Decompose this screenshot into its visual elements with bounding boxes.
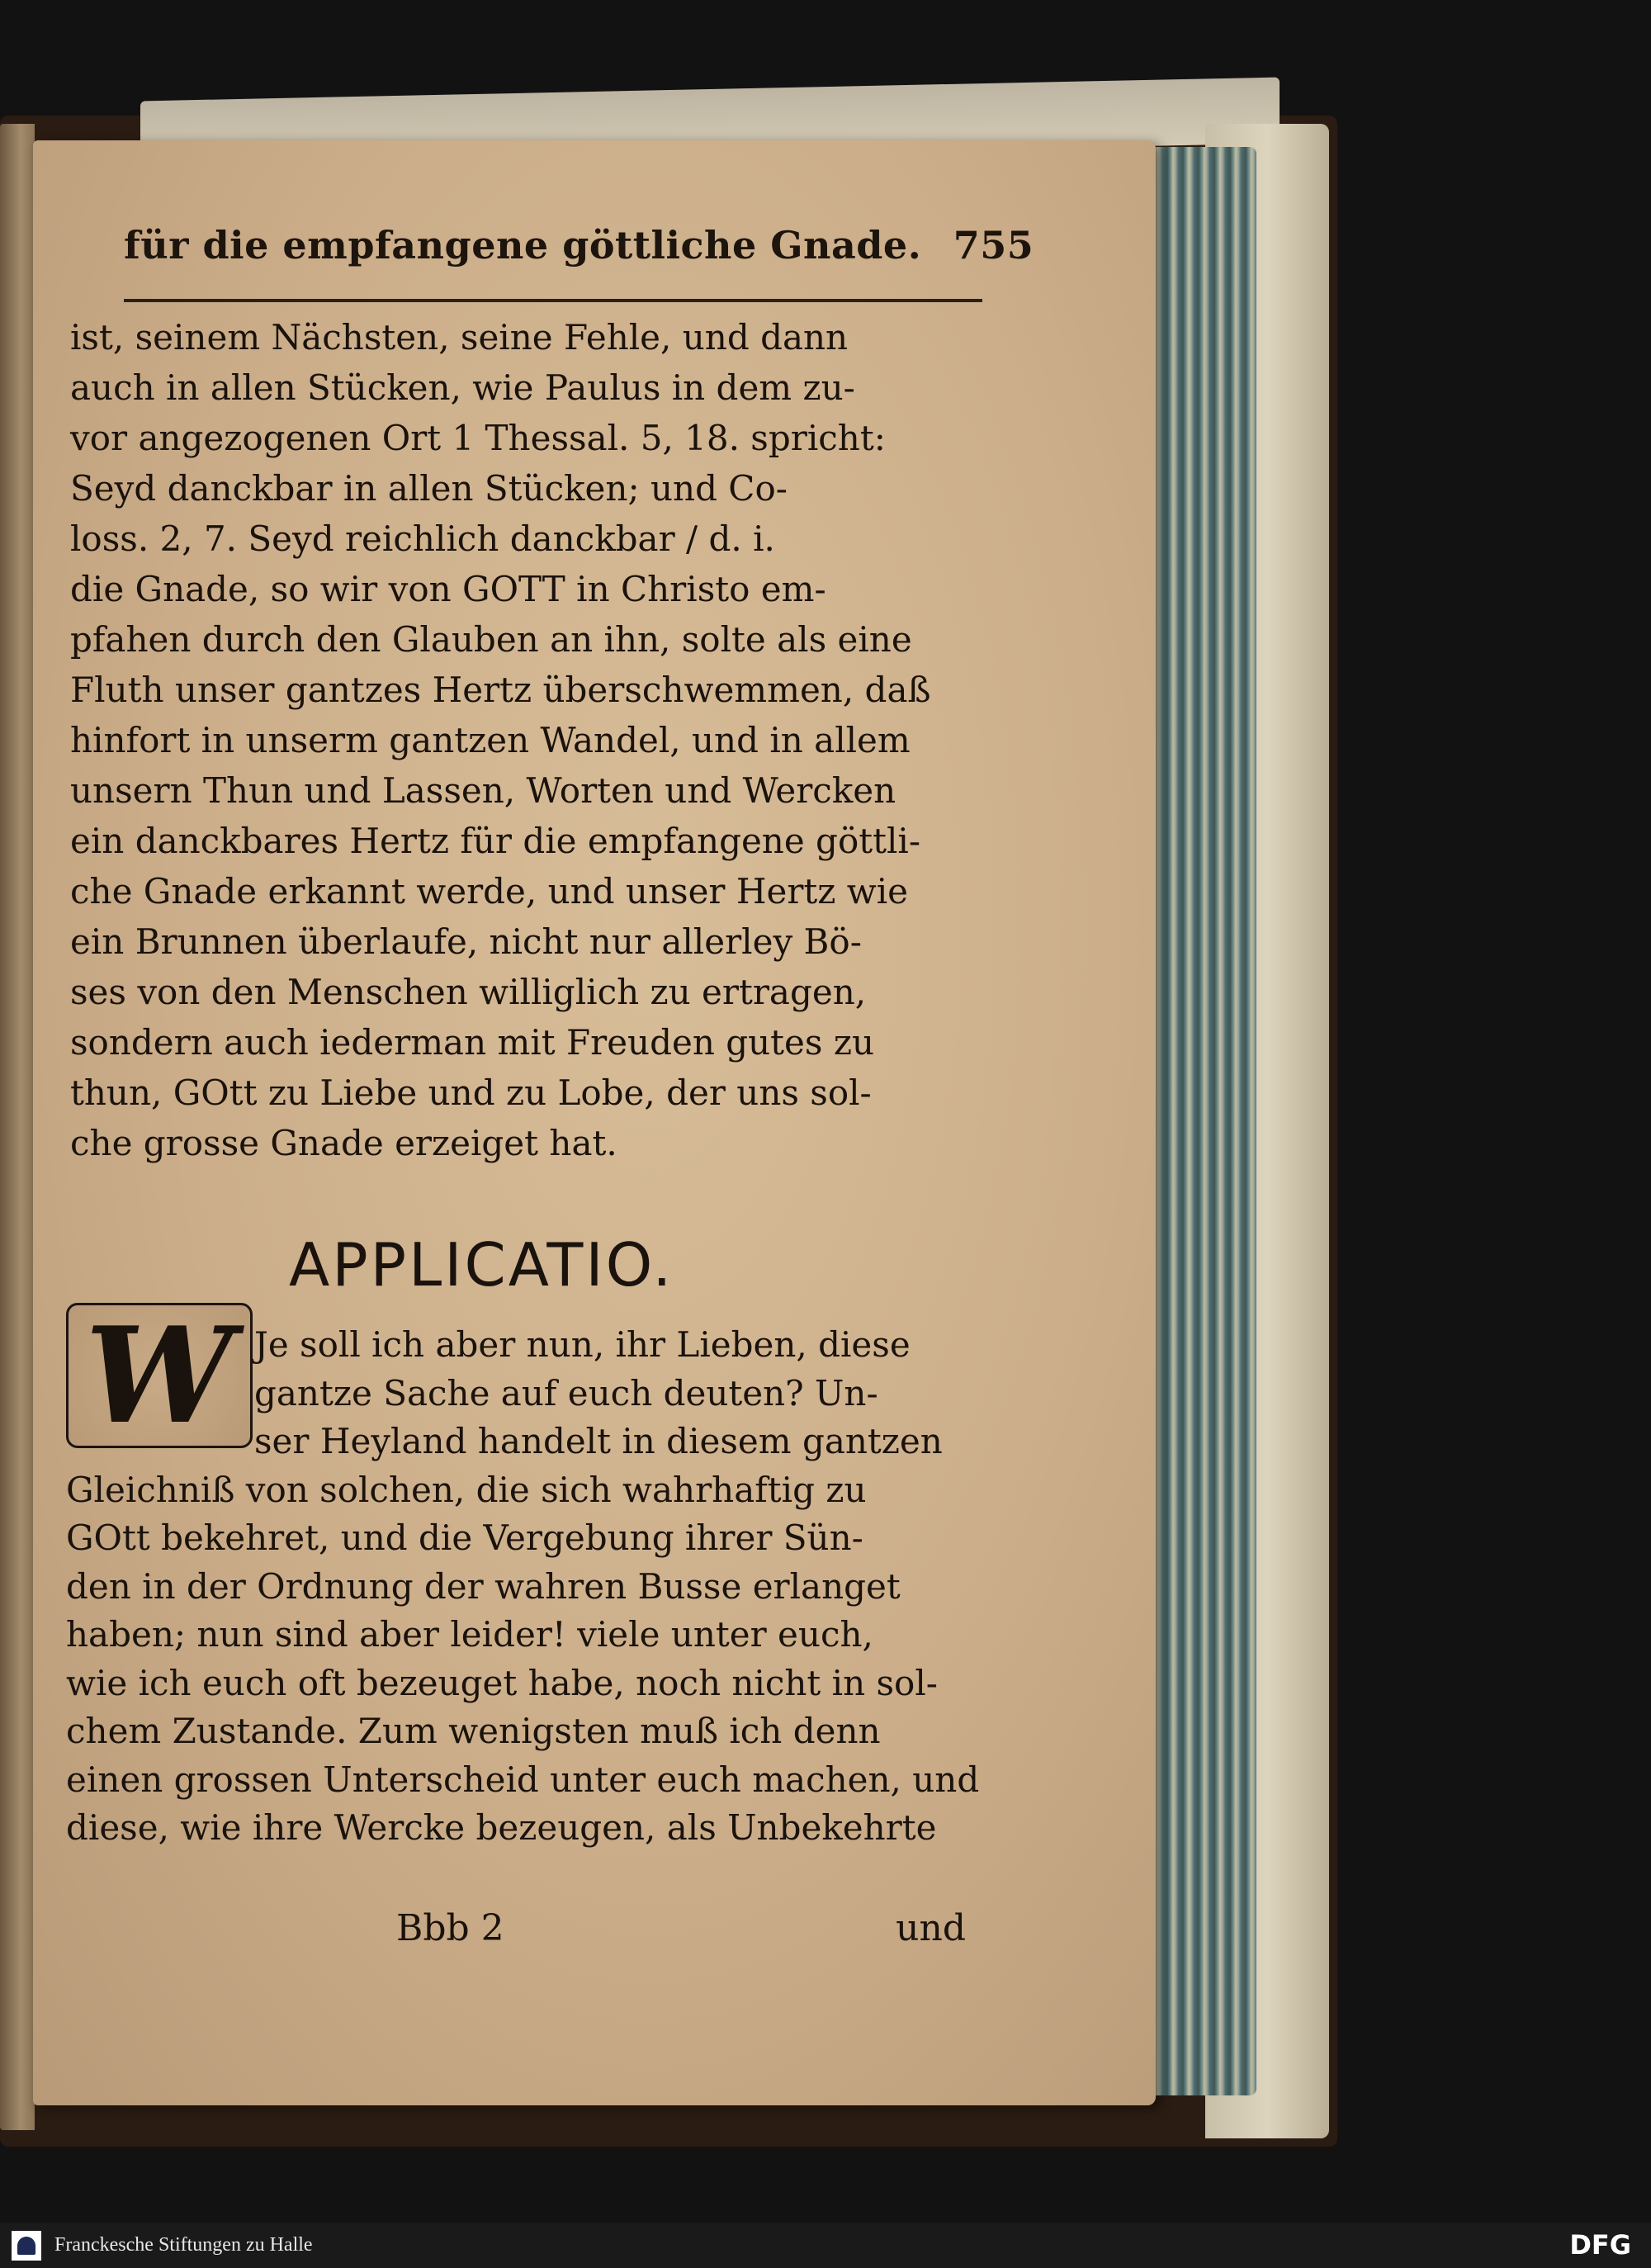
text-line: haben; nun sind aber leider! viele unter euch,	[66, 1614, 873, 1655]
institution-logo-icon	[12, 2231, 41, 2261]
page-number: 755	[953, 223, 1034, 268]
text-line: loss. 2, 7. Seyd reichlich danckbar / d. i.	[70, 518, 775, 559]
header-rule	[124, 299, 982, 302]
paragraph-1	[70, 312, 962, 1168]
text-line: wie ich euch oft bezeuget habe, noch nicht in sol-	[66, 1662, 938, 1703]
text-line: GOtt bekehret, und die Vergebung ihrer Sün-	[66, 1518, 863, 1558]
previous-page-edge	[0, 124, 35, 2130]
text-line: ein Brunnen überlaufe, nicht nur allerley Bö-	[70, 921, 862, 962]
text-line: che grosse Gnade erzeiget hat.	[70, 1123, 617, 1163]
text-line: sondern auch iederman mit Freuden gutes zu	[70, 1022, 874, 1063]
text-line: thun, GOtt zu Liebe und zu Lobe, der uns sol-	[70, 1072, 872, 1113]
running-head	[124, 223, 1034, 268]
institution-name: Franckesche Stiftungen zu Halle	[54, 2234, 313, 2256]
page-footer-marks	[396, 1907, 966, 1949]
text-line: pfahen durch den Glauben an ihn, solte als eine	[70, 619, 912, 660]
running-head-title: für die empfangene göttliche Gnade.	[124, 223, 922, 268]
text-line: Gleichniß von solchen, die sich wahrhaftig zu	[66, 1469, 867, 1510]
text-line: chem Zustande. Zum wenigsten muß ich denn	[66, 1711, 881, 1751]
text-line: vor angezogenen Ort 1 Thessal. 5, 18. spricht:	[70, 418, 886, 458]
catchword: und	[896, 1907, 966, 1949]
paragraph-2	[66, 1321, 980, 1853]
text-line: unsern Thun und Lassen, Worten und Wercken	[70, 770, 896, 811]
dfg-logo: DFG	[1569, 2229, 1631, 2261]
text-line: gantze Sache auf euch deuten? Un-	[254, 1372, 878, 1413]
text-line: che Gnade erkannt werde, und unser Hertz wie	[70, 871, 909, 911]
text-line: ein danckbares Hertz für die empfangene göttli-	[70, 821, 921, 861]
text-line: ser Heyland handelt in diesem gantzen	[254, 1421, 943, 1461]
text-line: Je soll ich aber nun, ihr Lieben, diese	[254, 1324, 911, 1365]
text-line: diese, wie ihre Wercke bezeugen, als Unbekehrte	[66, 1807, 937, 1848]
text-line: auch in allen Stücken, wie Paulus in dem zu-	[70, 367, 855, 408]
drop-cap: W	[66, 1303, 253, 1448]
text-line: den in der Ordnung der wahren Busse erlanget	[66, 1565, 901, 1607]
text-line: Seyd danckbar in allen Stücken; und Co-	[70, 468, 788, 509]
text-line: Fluth unser gantzes Hertz überschwemmen, daß	[70, 670, 931, 710]
text-line: ist, seinem Nächsten, seine Fehle, und dann	[70, 317, 849, 357]
viewer-footer	[0, 2223, 1651, 2268]
text-line: die Gnade, so wir von GOTT in Christo em-	[70, 569, 826, 609]
signature-mark: Bbb 2	[396, 1907, 504, 1949]
text-line: hinfort in unserm gantzen Wandel, und in allem	[70, 720, 911, 760]
section-heading: APPLICATIO.	[289, 1230, 674, 1300]
text-line: ses von den Menschen williglich zu ertragen,	[70, 972, 867, 1012]
text-line: einen grossen Unterscheid unter euch machen, und	[66, 1759, 980, 1800]
